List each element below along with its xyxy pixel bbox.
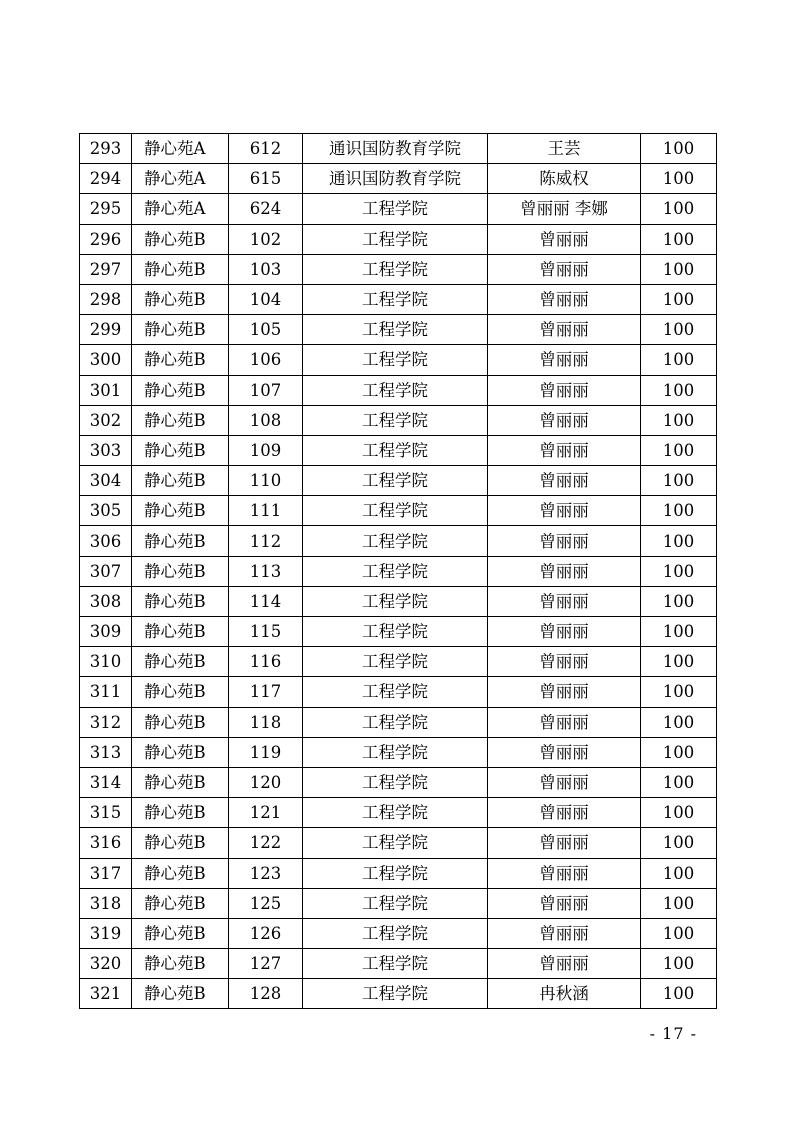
cell-person: 曾丽丽 <box>488 949 641 979</box>
table-row <box>80 526 717 556</box>
cell-building: 静心苑B <box>132 254 229 284</box>
cell-room: 118 <box>229 707 303 737</box>
table-row <box>80 979 717 1009</box>
table-row <box>80 798 717 828</box>
table-row <box>80 949 717 979</box>
cell-room: 126 <box>229 918 303 948</box>
cell-college: 工程学院 <box>303 798 488 828</box>
cell-college: 工程学院 <box>303 375 488 405</box>
table-row <box>80 466 717 496</box>
cell-person: 曾丽丽 <box>488 918 641 948</box>
cell-number: 299 <box>80 315 132 345</box>
cell-room: 110 <box>229 466 303 496</box>
cell-college: 工程学院 <box>303 647 488 677</box>
table-row <box>80 888 717 918</box>
cell-room: 117 <box>229 677 303 707</box>
cell-college: 工程学院 <box>303 284 488 314</box>
cell-score: 100 <box>641 617 717 647</box>
cell-score: 100 <box>641 556 717 586</box>
cell-building: 静心苑B <box>132 284 229 314</box>
cell-building: 静心苑B <box>132 647 229 677</box>
cell-number: 294 <box>80 164 132 194</box>
cell-college: 工程学院 <box>303 949 488 979</box>
cell-college: 工程学院 <box>303 526 488 556</box>
cell-building: 静心苑B <box>132 556 229 586</box>
cell-number: 293 <box>80 134 132 164</box>
cell-room: 103 <box>229 254 303 284</box>
cell-room: 113 <box>229 556 303 586</box>
cell-college: 工程学院 <box>303 617 488 647</box>
cell-college: 工程学院 <box>303 918 488 948</box>
cell-person: 曾丽丽 <box>488 888 641 918</box>
table-row <box>80 677 717 707</box>
cell-room: 121 <box>229 798 303 828</box>
cell-score: 100 <box>641 888 717 918</box>
cell-person: 曾丽丽 <box>488 466 641 496</box>
cell-number: 302 <box>80 405 132 435</box>
table-row <box>80 194 717 224</box>
cell-college: 工程学院 <box>303 737 488 767</box>
cell-score: 100 <box>641 254 717 284</box>
cell-score: 100 <box>641 737 717 767</box>
cell-person: 曾丽丽 <box>488 315 641 345</box>
cell-person: 曾丽丽 <box>488 556 641 586</box>
cell-building: 静心苑B <box>132 737 229 767</box>
table-row <box>80 284 717 314</box>
cell-number: 309 <box>80 617 132 647</box>
cell-number: 303 <box>80 435 132 465</box>
cell-building: 静心苑B <box>132 466 229 496</box>
cell-number: 296 <box>80 224 132 254</box>
cell-college: 工程学院 <box>303 435 488 465</box>
cell-person: 曾丽丽 <box>488 737 641 767</box>
cell-room: 112 <box>229 526 303 556</box>
cell-person: 曾丽丽 <box>488 224 641 254</box>
cell-number: 307 <box>80 556 132 586</box>
cell-person: 曾丽丽 <box>488 496 641 526</box>
cell-college: 工程学院 <box>303 979 488 1009</box>
cell-score: 100 <box>641 134 717 164</box>
cell-college: 工程学院 <box>303 677 488 707</box>
cell-score: 100 <box>641 586 717 616</box>
cell-number: 314 <box>80 767 132 797</box>
cell-number: 304 <box>80 466 132 496</box>
table-row <box>80 405 717 435</box>
cell-score: 100 <box>641 315 717 345</box>
cell-number: 313 <box>80 737 132 767</box>
cell-college: 工程学院 <box>303 556 488 586</box>
cell-score: 100 <box>641 466 717 496</box>
cell-number: 312 <box>80 707 132 737</box>
cell-building: 静心苑B <box>132 315 229 345</box>
cell-room: 107 <box>229 375 303 405</box>
cell-number: 300 <box>80 345 132 375</box>
table-row <box>80 496 717 526</box>
cell-room: 104 <box>229 284 303 314</box>
cell-room: 119 <box>229 737 303 767</box>
table-row <box>80 345 717 375</box>
cell-college: 工程学院 <box>303 586 488 616</box>
cell-number: 319 <box>80 918 132 948</box>
cell-person: 曾丽丽 <box>488 375 641 405</box>
cell-score: 100 <box>641 677 717 707</box>
cell-room: 105 <box>229 315 303 345</box>
cell-score: 100 <box>641 526 717 556</box>
cell-college: 工程学院 <box>303 888 488 918</box>
cell-person: 曾丽丽 <box>488 526 641 556</box>
cell-person: 王芸 <box>488 134 641 164</box>
cell-room: 106 <box>229 345 303 375</box>
cell-college: 工程学院 <box>303 707 488 737</box>
cell-score: 100 <box>641 949 717 979</box>
cell-person: 曾丽丽 <box>488 828 641 858</box>
cell-building: 静心苑B <box>132 435 229 465</box>
table-row <box>80 647 717 677</box>
cell-building: 静心苑B <box>132 586 229 616</box>
cell-number: 316 <box>80 828 132 858</box>
cell-building: 静心苑A <box>132 194 229 224</box>
cell-person: 陈威权 <box>488 164 641 194</box>
cell-person: 曾丽丽 <box>488 647 641 677</box>
cell-room: 114 <box>229 586 303 616</box>
cell-building: 静心苑B <box>132 617 229 647</box>
cell-room: 102 <box>229 224 303 254</box>
cell-room: 122 <box>229 828 303 858</box>
cell-score: 100 <box>641 918 717 948</box>
records-body <box>80 134 717 1009</box>
cell-college: 工程学院 <box>303 254 488 284</box>
cell-number: 320 <box>80 949 132 979</box>
cell-building: 静心苑B <box>132 526 229 556</box>
cell-building: 静心苑A <box>132 134 229 164</box>
cell-score: 100 <box>641 164 717 194</box>
cell-person: 曾丽丽 <box>488 254 641 284</box>
cell-score: 100 <box>641 375 717 405</box>
cell-person: 曾丽丽 <box>488 858 641 888</box>
cell-building: 静心苑B <box>132 949 229 979</box>
cell-person: 曾丽丽 <box>488 677 641 707</box>
cell-room: 612 <box>229 134 303 164</box>
cell-room: 123 <box>229 858 303 888</box>
cell-score: 100 <box>641 496 717 526</box>
cell-score: 100 <box>641 828 717 858</box>
table-row <box>80 767 717 797</box>
cell-room: 128 <box>229 979 303 1009</box>
cell-building: 静心苑B <box>132 345 229 375</box>
table-row <box>80 164 717 194</box>
cell-person: 曾丽丽 <box>488 435 641 465</box>
cell-college: 工程学院 <box>303 767 488 797</box>
cell-score: 100 <box>641 435 717 465</box>
table-row <box>80 617 717 647</box>
table-row <box>80 918 717 948</box>
cell-number: 308 <box>80 586 132 616</box>
cell-room: 120 <box>229 767 303 797</box>
table-row <box>80 375 717 405</box>
cell-college: 通识国防教育学院 <box>303 164 488 194</box>
cell-score: 100 <box>641 284 717 314</box>
cell-building: 静心苑B <box>132 405 229 435</box>
cell-college: 工程学院 <box>303 315 488 345</box>
cell-person: 曾丽丽 <box>488 345 641 375</box>
cell-number: 298 <box>80 284 132 314</box>
cell-number: 321 <box>80 979 132 1009</box>
cell-number: 315 <box>80 798 132 828</box>
cell-room: 615 <box>229 164 303 194</box>
cell-person: 曾丽丽 <box>488 284 641 314</box>
table-row <box>80 315 717 345</box>
cell-college: 通识国防教育学院 <box>303 134 488 164</box>
page-number: - 17 - <box>649 1024 697 1043</box>
cell-score: 100 <box>641 979 717 1009</box>
cell-score: 100 <box>641 767 717 797</box>
cell-building: 静心苑B <box>132 918 229 948</box>
cell-person: 冉秋涵 <box>488 979 641 1009</box>
cell-person: 曾丽丽 <box>488 617 641 647</box>
cell-room: 624 <box>229 194 303 224</box>
cell-person: 曾丽丽 <box>488 798 641 828</box>
table-row <box>80 435 717 465</box>
cell-building: 静心苑B <box>132 496 229 526</box>
cell-room: 116 <box>229 647 303 677</box>
cell-college: 工程学院 <box>303 224 488 254</box>
cell-score: 100 <box>641 194 717 224</box>
cell-college: 工程学院 <box>303 858 488 888</box>
cell-building: 静心苑A <box>132 164 229 194</box>
table-row <box>80 828 717 858</box>
cell-room: 109 <box>229 435 303 465</box>
cell-building: 静心苑B <box>132 224 229 254</box>
cell-room: 115 <box>229 617 303 647</box>
cell-person: 曾丽丽 <box>488 707 641 737</box>
cell-score: 100 <box>641 858 717 888</box>
cell-building: 静心苑B <box>132 767 229 797</box>
cell-number: 318 <box>80 888 132 918</box>
cell-building: 静心苑B <box>132 677 229 707</box>
table-row <box>80 858 717 888</box>
cell-building: 静心苑B <box>132 707 229 737</box>
table-row <box>80 586 717 616</box>
cell-number: 297 <box>80 254 132 284</box>
cell-number: 306 <box>80 526 132 556</box>
cell-person: 曾丽丽 <box>488 405 641 435</box>
cell-room: 108 <box>229 405 303 435</box>
table-row <box>80 134 717 164</box>
cell-college: 工程学院 <box>303 194 488 224</box>
cell-room: 111 <box>229 496 303 526</box>
cell-score: 100 <box>641 707 717 737</box>
cell-college: 工程学院 <box>303 496 488 526</box>
table-row <box>80 224 717 254</box>
table-row <box>80 556 717 586</box>
cell-person: 曾丽丽 <box>488 767 641 797</box>
cell-building: 静心苑B <box>132 888 229 918</box>
cell-person: 曾丽丽 李娜 <box>488 194 641 224</box>
table-row <box>80 737 717 767</box>
cell-number: 317 <box>80 858 132 888</box>
cell-room: 127 <box>229 949 303 979</box>
cell-building: 静心苑B <box>132 798 229 828</box>
cell-score: 100 <box>641 345 717 375</box>
records-table <box>79 133 717 1009</box>
table-row <box>80 707 717 737</box>
cell-person: 曾丽丽 <box>488 586 641 616</box>
cell-number: 310 <box>80 647 132 677</box>
cell-number: 311 <box>80 677 132 707</box>
cell-number: 305 <box>80 496 132 526</box>
cell-score: 100 <box>641 647 717 677</box>
cell-number: 295 <box>80 194 132 224</box>
cell-building: 静心苑B <box>132 979 229 1009</box>
cell-building: 静心苑B <box>132 375 229 405</box>
cell-score: 100 <box>641 224 717 254</box>
cell-score: 100 <box>641 798 717 828</box>
cell-college: 工程学院 <box>303 828 488 858</box>
cell-building: 静心苑B <box>132 828 229 858</box>
cell-college: 工程学院 <box>303 345 488 375</box>
table-row <box>80 254 717 284</box>
cell-college: 工程学院 <box>303 405 488 435</box>
cell-room: 125 <box>229 888 303 918</box>
cell-building: 静心苑B <box>132 858 229 888</box>
cell-number: 301 <box>80 375 132 405</box>
cell-college: 工程学院 <box>303 466 488 496</box>
cell-score: 100 <box>641 405 717 435</box>
